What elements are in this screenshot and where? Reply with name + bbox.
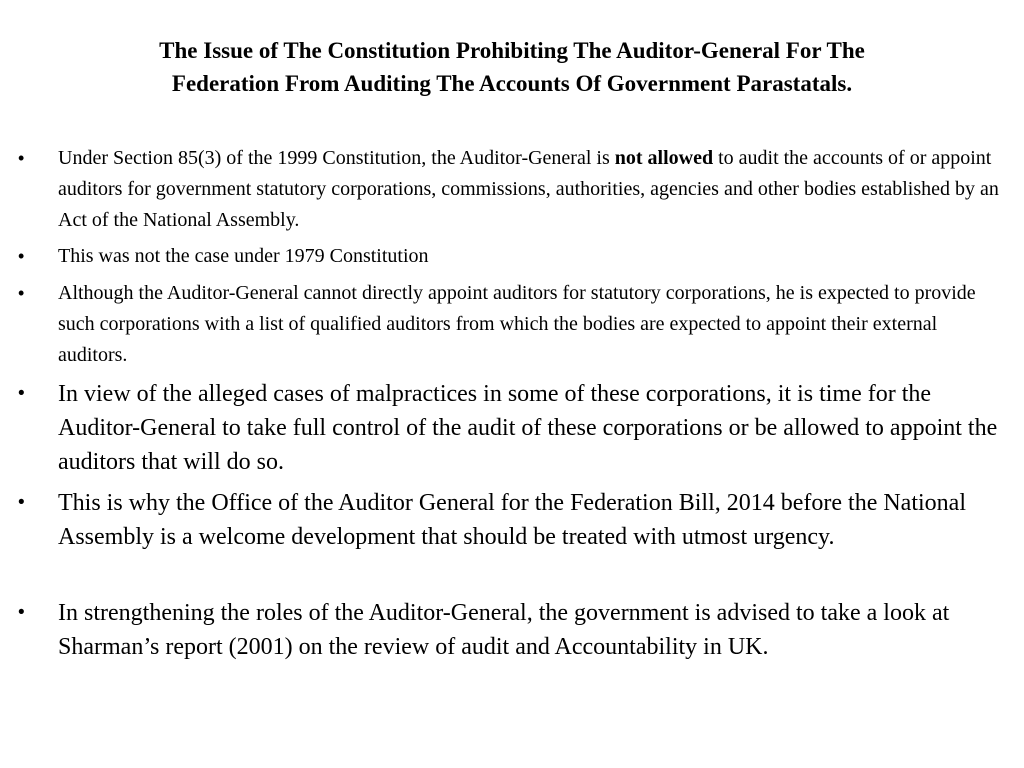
bullet-marker: • — [18, 148, 25, 168]
bullet-text: In view of the alleged cases of malpractices in some of these corporations, it is time for the Auditor-General to take full control of the audit of these corporations or be allowed to appoint the auditors that will do so. — [58, 381, 998, 475]
bullet-marker: • — [18, 602, 25, 623]
bullet-marker: • — [18, 492, 25, 513]
bullet-marker: • — [18, 283, 25, 303]
slide-title — [40, 34, 984, 100]
bullet-text-before-emphasis: Under Section 85(3) of the 1999 Constitution, the Auditor-General is — [58, 147, 615, 169]
slide-title-line-1: The Issue of The Constitution Prohibiting The Auditor-General For The — [159, 38, 865, 63]
slide-title-line-2: Federation From Auditing The Accounts Of Government Parastatals. — [171, 71, 853, 96]
not-allowed-emphasis: not allowed — [614, 147, 714, 169]
bullet-text: Although the Auditor-General cannot directly appoint auditors for statutory corporations, he is expected to provide such corporations with a list of qualified auditors from which the bodies are expected to appoint their external auditors. — [58, 282, 976, 366]
bullet-text — [58, 143, 1010, 236]
bullet-marker: • — [18, 246, 25, 266]
bullet-text: In strengthening the roles of the Auditor-General, the government is advised to take a look at Sharman’s report (2001) on the review of audit and Accountability in UK. — [58, 600, 950, 660]
bullet-text-after-emphasis: to audit the accounts of or appoint auditors for government statutory corporations, commissions, authorities, agencies and other bodies established by an Act of the National Assembly. — [58, 147, 999, 231]
bullet-text: This is why the Office of the Auditor General for the Federation Bill, 2014 before the National Assembly is a welcome development that should be treated with utmost urgency. — [58, 490, 966, 550]
bullet-marker: • — [18, 383, 25, 404]
bullet-text: This was not the case under 1979 Constitution — [58, 245, 429, 267]
